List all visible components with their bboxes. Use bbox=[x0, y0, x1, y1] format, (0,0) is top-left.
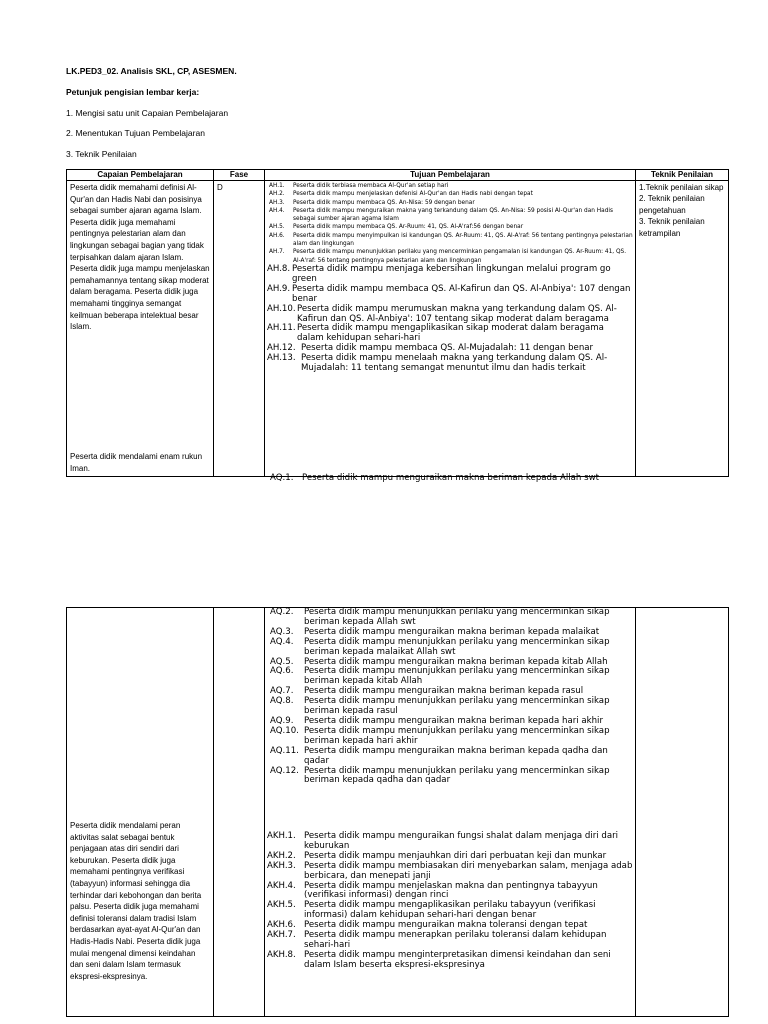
tp-item: AH.12. Peserta didik mampu membaca QS. Al-Mujadalah: 11 dengan benar bbox=[267, 343, 594, 354]
tp-item: AKH.5. Peserta didik mampu mengaplikasikan perilaku tabayyun (verifikasi informasi) dalam kehidupan sehari-hari dengan benar bbox=[267, 900, 596, 921]
tp-item: AH.6. Peserta didik mampu menyimpulkan isi kandungan QS. Ar-Ruum: 41, QS. Al-A'raf: 56 tentang pentingnya pelestarian alam dan lingkungan bbox=[269, 232, 633, 248]
teknik-item: 2. Teknik penilaian pengetahuan bbox=[639, 194, 705, 215]
tp-item: AH.11. Peserta didik mampu mengaplikasikan sikap moderat dalam beragama dalam kehidupan sehari-hari bbox=[267, 323, 604, 344]
tp-item: AQ.11. Peserta didik mampu menguraikan makna beriman kepada qadha dan qadar bbox=[270, 745, 608, 766]
tp-list-ah-large bbox=[267, 265, 633, 374]
analysis-table-page-2 bbox=[66, 607, 729, 1017]
tp-item: AH.13. Peserta didik mampu menelaah makna yang terkandung dalam QS. Al-Mujadalah: 11 tentang semangat menuntut ilmu dan hadis terkait bbox=[267, 353, 608, 374]
instruction-step-3: 3. Teknik Penilaian bbox=[66, 149, 137, 159]
tp-item: AKH.3. Peserta didik mampu membiasakan diri menyebarkan salam, menjaga adab berbicara, dan menepati janji bbox=[267, 860, 633, 881]
column-header-fase: Fase bbox=[214, 170, 265, 181]
tp-item: AQ.5. Peserta didik mampu menguraikan makna beriman kepada kitab Allah bbox=[270, 656, 608, 667]
cp-text-1: Peserta didik memahami definisi Al-Qur'an dan Hadis Nabi dan posisinya sebagai sumber ajaran agama Islam. Peserta didik juga memahami pentingnya pelestarian alam dan lingkungan sebagai bagian yang tidak terpisahkan dalam ajaran Islam. Peserta didik juga mampu menjelaskan pemahamannya tentang sikap moderat dalam beragama. Peserta didik juga memahami tingginya semangat keilmuan beberapa intelektual besar Islam. bbox=[70, 183, 210, 332]
tp-list-ah-small bbox=[267, 182, 633, 265]
teknik-item: 3. Teknik penilaian ketrampilan bbox=[639, 217, 705, 238]
tp-item: AH.7. Peserta didik mampu menunjukkan perilaku yang mencerminkan pengamalan isi kandungan QS. Ar-Ruum: 41, QS. Al-A'raf: 56 tentang pentingnya pelestarian alam dan lingkungan bbox=[269, 249, 627, 264]
teknik-item: 1.Teknik penilaian sikap bbox=[639, 183, 724, 192]
tp-item: AH.10. Peserta didik mampu merumuskan makna yang terkandung dalam QS. Al- Kafirun dan QS. Al-Anbiya': 107 tentang sikap moderat dalam beragama bbox=[267, 303, 617, 324]
tp-cell bbox=[265, 181, 636, 483]
fase-cell-2 bbox=[214, 608, 265, 1017]
tp-item: AKH.2. Peserta didik mampu menjauhkan diri dari perbuatan keji dan munkar bbox=[267, 850, 607, 861]
column-header-tp: Tujuan Pembelajaran bbox=[265, 170, 636, 181]
tp-item: AQ.2. Peserta didik mampu menunjukkan perilaku yang mencerminkan sikap beriman kepada Allah swt bbox=[270, 607, 610, 627]
tp-item: AH.4. Peserta didik mampu menguraikan makna yang terkandung dalam QS. An-Nisa: 59 posisi Al-Qur'an dan Hadis sebagai sumber ajaran agama Islam bbox=[269, 207, 614, 223]
column-header-teknik: Teknik Penilaian bbox=[636, 170, 729, 181]
tp-list-aq bbox=[267, 608, 633, 786]
tp-item: AQ.12. Peserta didik mampu menunjukkan perilaku yang mencerminkan sikap beriman kepada qadha dan qadar bbox=[270, 765, 610, 786]
tp-item: AH.8. Peserta didik mampu menjaga kebersihan lingkungan melalui program go green bbox=[267, 263, 611, 284]
instruction-step-2: 2. Menentukan Tujuan Pembelajaran bbox=[66, 128, 205, 138]
tp-item: AH.3. Peserta didik mampu membaca QS. An-Nisa: 59 dengan benar bbox=[269, 199, 475, 206]
cp-text-2: Peserta didik mendalami enam rukun Iman. bbox=[70, 452, 203, 473]
instructions-title: Petunjuk pengisian lembar kerja: bbox=[66, 87, 200, 97]
tp-item: AQ.9. Peserta didik mampu menguraikan makna beriman kepada hari akhir bbox=[270, 715, 603, 726]
tp-cell-2 bbox=[265, 608, 636, 1017]
tp-item: AKH.7. Peserta didik mampu menerapkan perilaku toleransi dalam kehidupan sehari-hari bbox=[267, 930, 607, 950]
cp-cell bbox=[67, 181, 214, 477]
column-header-cp: Capaian Pembelajaran bbox=[67, 170, 214, 181]
tp-item: AH.9. Peserta didik mampu membaca QS. Al-Kafirun dan QS. Al-Anbiya': 107 dengan benar bbox=[267, 283, 631, 304]
tp-item: AQ.4. Peserta didik mampu menunjukkan perilaku yang mencerminkan sikap beriman kepada malaikat Allah swt bbox=[270, 636, 610, 657]
tp-item: AH.2. Peserta didik mampu menjelaskan defenisi Al-Qur'an dan Hadis nabi dengan tepat bbox=[269, 191, 533, 198]
tp-item: AQ.8. Peserta didik mampu menunjukkan perilaku yang mencerminkan sikap beriman kepada rasul bbox=[270, 696, 610, 717]
analysis-table-page-1 bbox=[66, 169, 729, 483]
tp-item: AH.1. Peserta didik terbiasa membaca Al-Qur'an setiap hari bbox=[269, 183, 449, 189]
document-title: LK.PED3_02. Analisis SKL, CP, ASESMEN. bbox=[66, 66, 237, 76]
tp-item: AKH.1. Peserta didik mampu menguraikan fungsi shalat dalam menjaga diri dari keburukan bbox=[267, 831, 619, 851]
tp-item: AQ.7. Peserta didik mampu menguraikan makna beriman kepada rasul bbox=[270, 686, 584, 697]
tp-item: AQ.6. Peserta didik mampu menunjukkan perilaku yang mencerminkan sikap beriman kepada kitab Allah bbox=[270, 666, 610, 687]
tp-item: AQ.10. Peserta didik mampu menunjukkan perilaku yang mencerminkan sikap beriman kepada hari akhir bbox=[270, 725, 610, 746]
teknik-cell-2 bbox=[636, 608, 729, 1017]
tp-item: AKH.4. Peserta didik mampu menjelaskan makna dan pentingnya tabayyun (verifikasi informasi) dengan rinci bbox=[267, 880, 598, 901]
tp-item: AKH.6. Peserta didik mampu menguraikan makna toleransi dengan tepat bbox=[267, 920, 588, 931]
cp-cell-2 bbox=[67, 608, 214, 1017]
tp-list-akh bbox=[267, 832, 633, 971]
tp-item: AQ.3. Peserta didik mampu menguraikan makna beriman kepada malaikat bbox=[270, 626, 600, 637]
fase-cell bbox=[214, 181, 265, 477]
tp-item: AH.5. Peserta didik mampu membaca QS. Ar-Ruum: 41, QS. Al-A'raf:56 dengan benar bbox=[269, 224, 524, 231]
tp-item-aq1: AQ.1. Peserta didik mampu menguraikan makna beriman kepada Allah swt bbox=[270, 473, 599, 483]
fase-value: D bbox=[217, 183, 223, 192]
cp-text-3: Peserta didik mendalami peran aktivitas salat sebagai bentuk penjagaan atas diri sendiri dari keburukan. Peserta didik juga memahami pentingnya verifikasi (tabayyun) informasi sehingga dia terhindar dari kebohongan dan berita palsu. Peserta didik juga memahami definisi toleransi dalam tradisi Islam berdasarkan ayat-ayat Al-Qur'an dan Hadis-Hadis Nabi. Peserta didik juga mulai mengenal dimensi keindahan dan seni dalam Islam termasuk ekspresi-ekspresinya. bbox=[70, 821, 202, 981]
teknik-cell bbox=[636, 181, 729, 477]
instruction-step-1: 1. Mengisi satu unit Capaian Pembelajaran bbox=[66, 108, 229, 118]
tp-item: AKH.8. Peserta didik mampu menginterpretasikan dimensi keindahan dan seni dalam Islam beserta ekspresi-ekspresinya bbox=[267, 949, 611, 970]
